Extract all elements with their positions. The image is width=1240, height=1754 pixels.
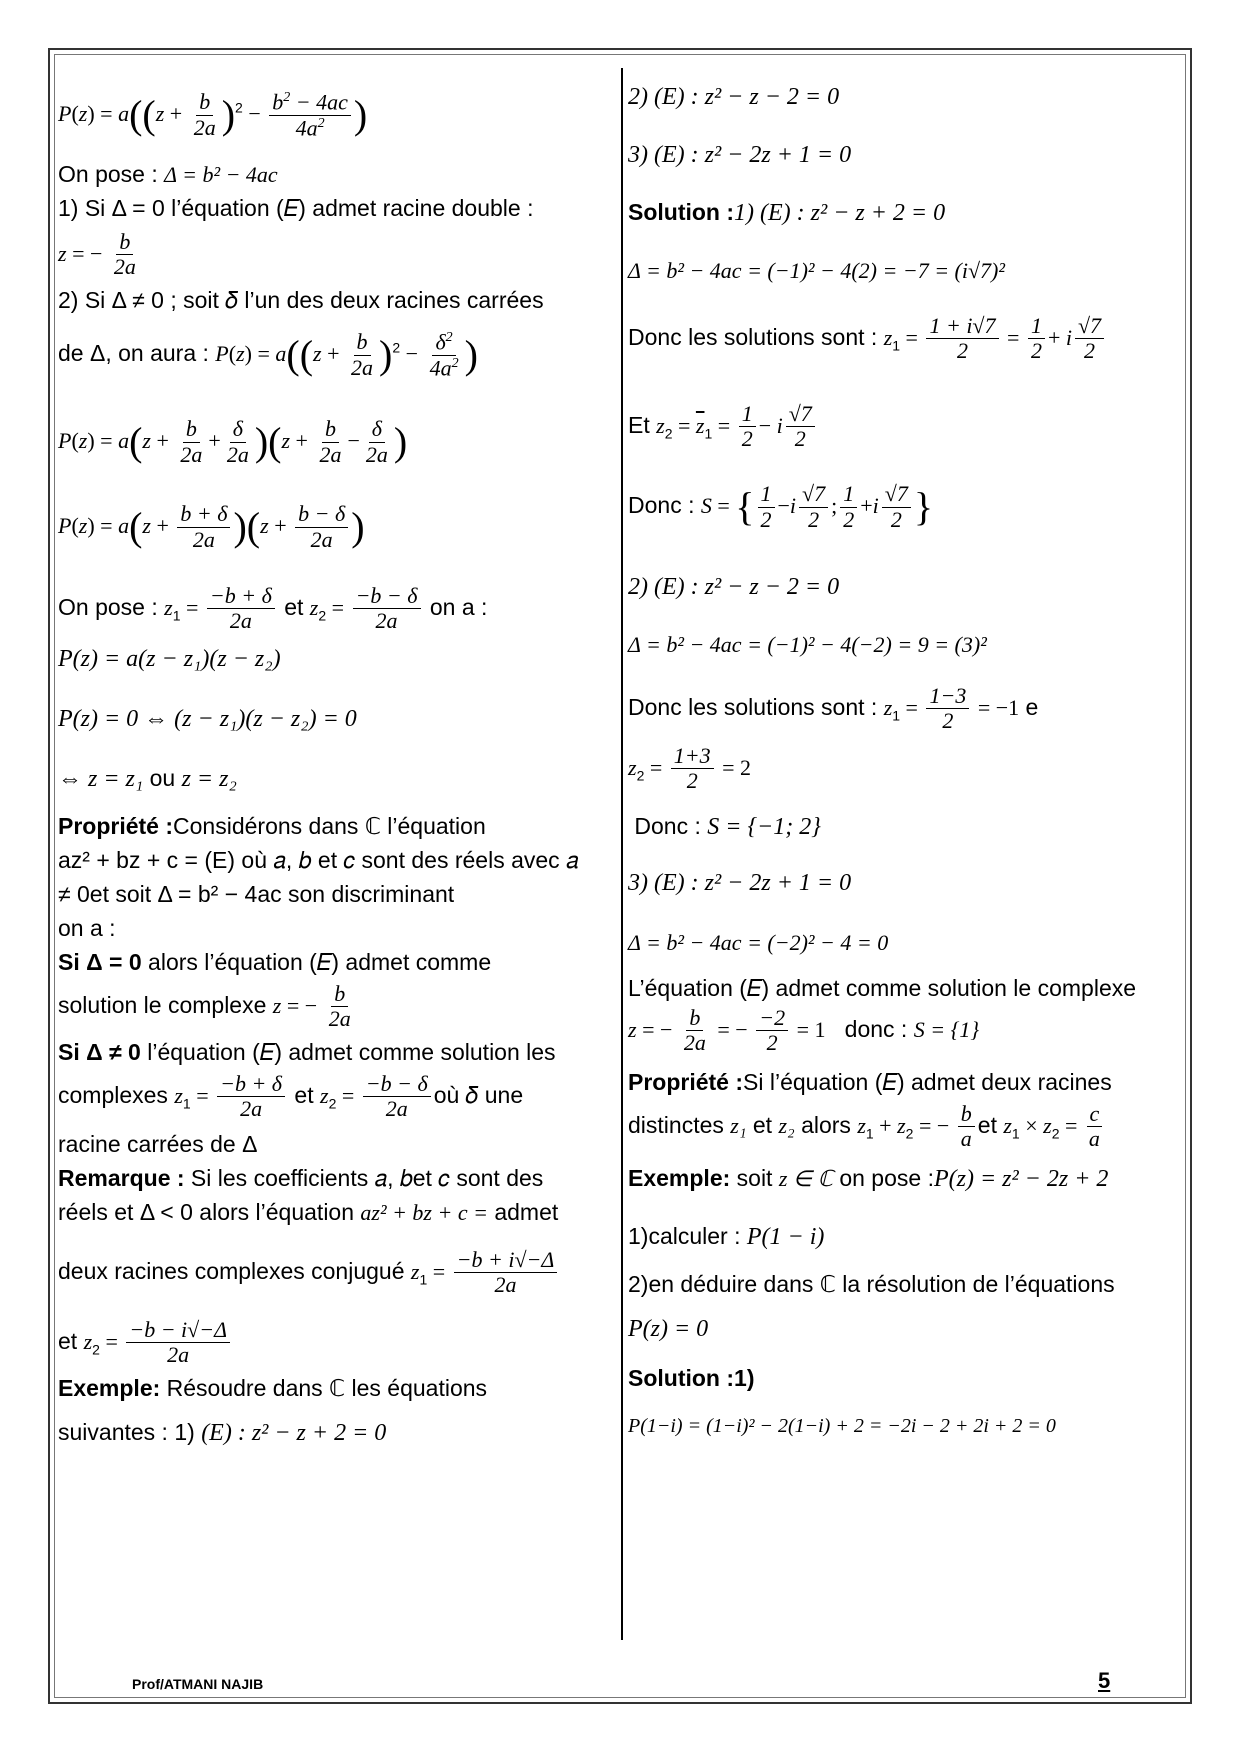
question-1: 1)calculer : P(1 − i) xyxy=(628,1223,825,1250)
property2-heading: Propriété :Si l’équation (𝐸) admet deux racines xyxy=(628,1069,1112,1095)
equation-3-solution: 3) (E) : z² − 2z + 1 = 0 xyxy=(628,870,852,896)
formula-equivalence: P(z) = 0 ⇔ (z − z₁)(z − z₂) = 0 xyxy=(58,706,357,732)
solution2-heading: Solution :1) xyxy=(628,1365,755,1391)
remark-conjugate-roots: deux racines complexes conjugué $z_1$ = $\frac{-b + i√-\Delta}{2a}$ xyxy=(58,1248,560,1297)
remark-heading: Remarque : Si les coefficients 𝑎, 𝑏et 𝑐 sont des xyxy=(58,1165,544,1191)
discriminant-2: Δ = b² − 4ac = (−1)² − 4(−2) = 9 = (3)² xyxy=(628,632,987,657)
solution-heading: Solution :1) (E) : z² − z + 2 = 0 xyxy=(628,199,946,226)
solution-set-1: Donc : S = { $\frac{1}{2}$ −i $\frac{√7}{2}$ ; $\frac{1}{2}$ +i $\frac{√7}{2}$ } xyxy=(628,481,934,532)
solutions-1: Donc les solutions sont : $z_1$ = $\frac{1 + i√7}{2}$ = $\frac{1}{2}$ + i $\frac{√7}{2}$ xyxy=(628,314,1107,363)
equation-2: 2) (E) : z² − z − 2 = 0 xyxy=(628,84,840,110)
equation-2-solution: 2) (E) : z² − z − 2 = 0 xyxy=(628,574,840,600)
line-roots-def: On pose : $z_1$ = $\frac{-b + \delta}{2a}$ et $z_2$ = $\frac{-b - \delta}{2a}$ on a : xyxy=(58,583,488,634)
formula-factor-1: P(z) = a(z + $\frac{b}{2a}$ + $\frac{\delta}{2a}$ )(z + $\frac{b}{2a}$ − $\frac{\delta}{2a}$ ) xyxy=(58,416,408,467)
discriminant-1: Δ = b² − 4ac = (−1)² − 4(2) = −7 = (i√7)² xyxy=(628,258,1005,283)
example2-heading: Exemple: soit z ∈ ℂ on pose :P(z) = z² − 2z + 2 xyxy=(628,1165,1109,1192)
case-nonzero-last: racine carrées de Δ xyxy=(58,1131,258,1157)
remark-second-root: et $z_2$ = $\frac{-b - i√-\Delta}{2a}$ xyxy=(58,1318,233,1367)
double-root-statement: L’équation (𝐸) admet comme solution le complexe xyxy=(628,975,1137,1001)
property-equation: az² + bz + c = (E) où 𝑎, 𝑏 et 𝑐 sont des réels avec 𝑎 xyxy=(58,847,579,873)
solution-z2-2: $z_2$ = $\frac{1+3}{2}$ = 2 xyxy=(628,743,752,794)
solution-z2-conjugate: Et $z_2 = \overline{z}_1$ = $\frac{1}{2}$ − i $\frac{√7}{2}$ xyxy=(628,402,818,451)
example-heading: Exemple: Résoudre dans ℂ les équations xyxy=(58,1375,488,1401)
solutions-2: Donc les solutions sont : $z_1$ = $\frac{1-3}{2}$ = −1 e xyxy=(628,683,1039,734)
final-computation: P(1−i) = (1−i)² − 2(1−i) + 2 = −2i − 2 + 2i + 2 = 0 xyxy=(628,1415,1056,1437)
line-case-nonzero: 2) Si Δ ≠ 0 ; soit 𝛿 l’un des deux racines carrées xyxy=(58,287,544,313)
case-nonzero-heading: Si Δ ≠ 0 l’équation (𝐸) admet comme solution les xyxy=(58,1039,556,1065)
double-root-value: z = − $\frac{b}{2a}$ = − $\frac{-2}{2}$ = 1 donc : S = {1} xyxy=(628,1005,980,1056)
example-equation-1: suivantes : 1) (E) : z² − z + 2 = 0 xyxy=(58,1419,387,1446)
footer-author: Prof/ATMANI NAJIB xyxy=(132,1676,264,1692)
case-nonzero-roots: complexes $z_1$ = $\frac{-b + \delta}{2a}$ et $z_2$ = $\frac{-b - \delta}{2a}$ où 𝛿 une xyxy=(58,1071,524,1122)
formula-canonical: P(z) = a((z + $\frac{b}{2a}$ )$^2$ − $\frac{b^2 - 4ac}{4a^2}$ ) xyxy=(58,89,368,140)
column-divider xyxy=(621,68,623,1640)
question-2: 2)en déduire dans ℂ la résolution de l’équations xyxy=(628,1271,1115,1297)
property-heading: Propriété :Considérons dans ℂ l’équation xyxy=(58,813,486,839)
page-number: 5 xyxy=(1098,1668,1111,1693)
discriminant-3: Δ = b² − 4ac = (−2)² − 4 = 0 xyxy=(628,930,889,955)
line-case-zero: 1) Si Δ = 0 l’équation (𝐸) admet racine double : xyxy=(58,195,534,221)
case-zero-solution: solution le complexe z = − $\frac{b}{2a}$ xyxy=(58,981,351,1032)
question-2-math: P(z) = 0 xyxy=(628,1316,709,1342)
formula-product: P(z) = a(z − z₁)(z − z₂) xyxy=(58,646,281,672)
property-on-a: on a : xyxy=(58,915,116,941)
solution-set-2: Donc : S = {−1; 2} xyxy=(634,813,821,840)
line-on-aura: de Δ, on aura : P(z) = a((z + $\frac{b}{2a}$ )$^2$ − $\frac{\delta^2}{4a^2}$ ) xyxy=(58,329,478,380)
line-on-pose: On pose : Δ = b² − 4ac xyxy=(58,161,278,187)
formula-double-root: z = − $\frac{b}{2a}$ xyxy=(58,229,136,280)
formula-roots: ⇔ z = z₁ ou z = z₂ xyxy=(58,765,237,792)
equation-3: 3) (E) : z² − 2z + 1 = 0 xyxy=(628,142,852,168)
property2-vieta: distinctes z₁ et z₂ alors $z_1 + z_2$ = − $\frac{b}{a}$ et $z_1 \times z_2$ = $\frac{c}{a}$ xyxy=(628,1102,1106,1151)
formula-factor-2: P(z) = a(z + $\frac{b + \delta}{2a}$ )(z + $\frac{b - \delta}{2a}$ ) xyxy=(58,501,365,552)
case-zero-heading: Si Δ = 0 alors l’équation (𝐸) admet comme xyxy=(58,949,492,975)
property-discriminant: ≠ 0et soit Δ = b² − 4ac son discriminant xyxy=(58,881,455,907)
remark-line2: réels et Δ < 0 alors l’équation az² + bz + c = admet xyxy=(58,1199,559,1225)
